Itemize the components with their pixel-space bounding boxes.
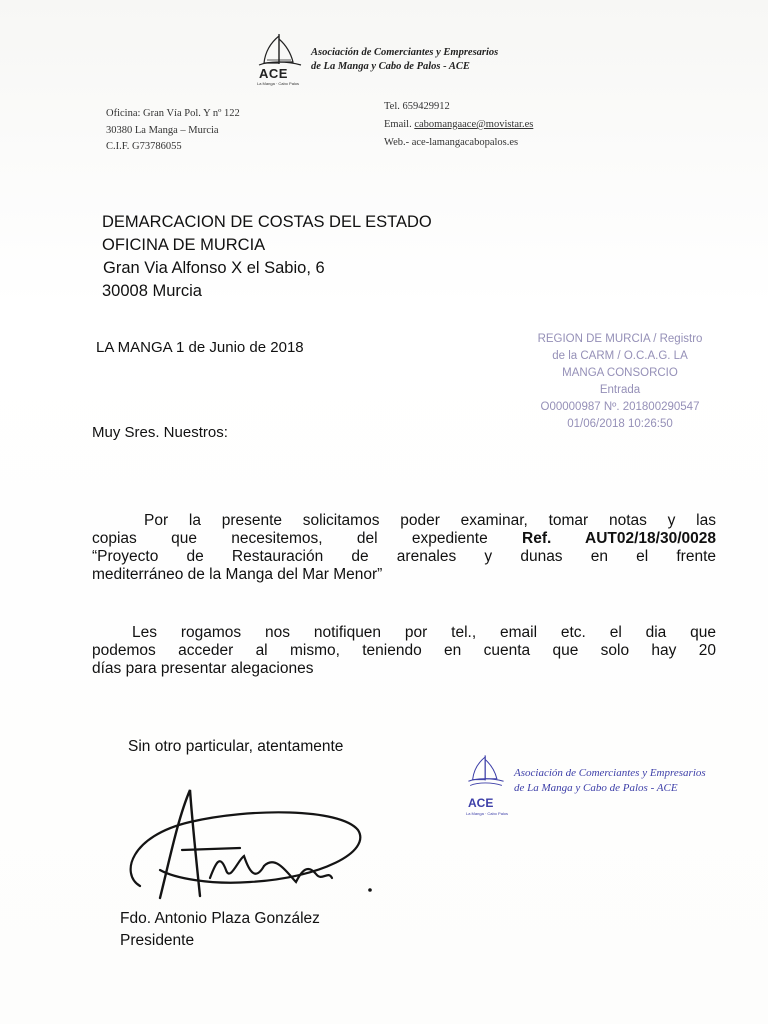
logo-subtext: La Manga · Cabo Palos: [257, 81, 300, 86]
closing-line: Sin otro particular, atentamente: [128, 738, 344, 755]
signatory-title: Presidente: [120, 932, 195, 949]
website: Web.- ace-lamangacabopalos.es: [384, 137, 519, 148]
contact-info: [384, 98, 533, 152]
email-line: Email. cabomangaace@movistar.es: [384, 119, 534, 130]
office-address: Oficina: Gran Vía Pol. Y nº 122 30380 La Manga – Murcia C.I.F. G73786055: [106, 108, 240, 152]
logo-initials: ACE: [259, 66, 288, 81]
recipient-address: DEMARCACION DE COSTAS DEL ESTADO OFICINA DE MURCIA Gran Via Alfonso X el Sabio, 6 30008 Murcia: [102, 213, 432, 300]
email-link[interactable]: cabomangaace@movistar.es: [414, 119, 534, 130]
signatory-name: Fdo. Antonio Plaza González: [120, 910, 320, 927]
phone-number: Tel. 659429912: [384, 101, 450, 112]
letter-date: LA MANGA 1 de Junio de 2018: [96, 339, 304, 356]
reference-number: Ref. AUT02/18/30/0028: [522, 530, 716, 547]
handwritten-signature: [100, 778, 390, 908]
organization-name: Asociación de Comerciantes y Empresarios de La Manga y Cabo de Palos - ACE: [311, 47, 499, 72]
stamp-initials: ACE: [468, 796, 494, 810]
body-paragraph-request: Por la presente solicitamos poder examinar, tomar notas y las copias que necesitemos, del expediente Ref. AUT02/18/30/0028 “Proyecto de Restauración de arenales y dunas en el frente mediterráneo de la Manga del Mar Menor”: [92, 512, 716, 583]
signatory: [120, 908, 320, 952]
stamp-organization-name: Asociación de Comerciantes y Empresarios de La Manga y Cabo de Palos - ACE: [514, 767, 706, 794]
body-paragraph-notification: Les rogamos nos notifiquen por tel., email etc. el dia que podemos acceder al mismo, teniendo en cuenta que solo hay 20 días para presentar alegaciones: [92, 624, 716, 677]
stamp-subtext: La Manga · Cabo Palos: [466, 811, 509, 816]
registry-stamp: REGION DE MURCIA / Registro de la CARM / O.C.A.G. LA MANGA CONSORCIO Entrada O00000987 Nº. 201800290547 01/06/2018 10:26:50: [537, 333, 703, 430]
sailboat-icon: [464, 752, 508, 798]
salutation: Muy Sres. Nuestros:: [92, 424, 228, 441]
letterhead-logo: [255, 30, 555, 85]
organization-stamp: [462, 752, 742, 822]
